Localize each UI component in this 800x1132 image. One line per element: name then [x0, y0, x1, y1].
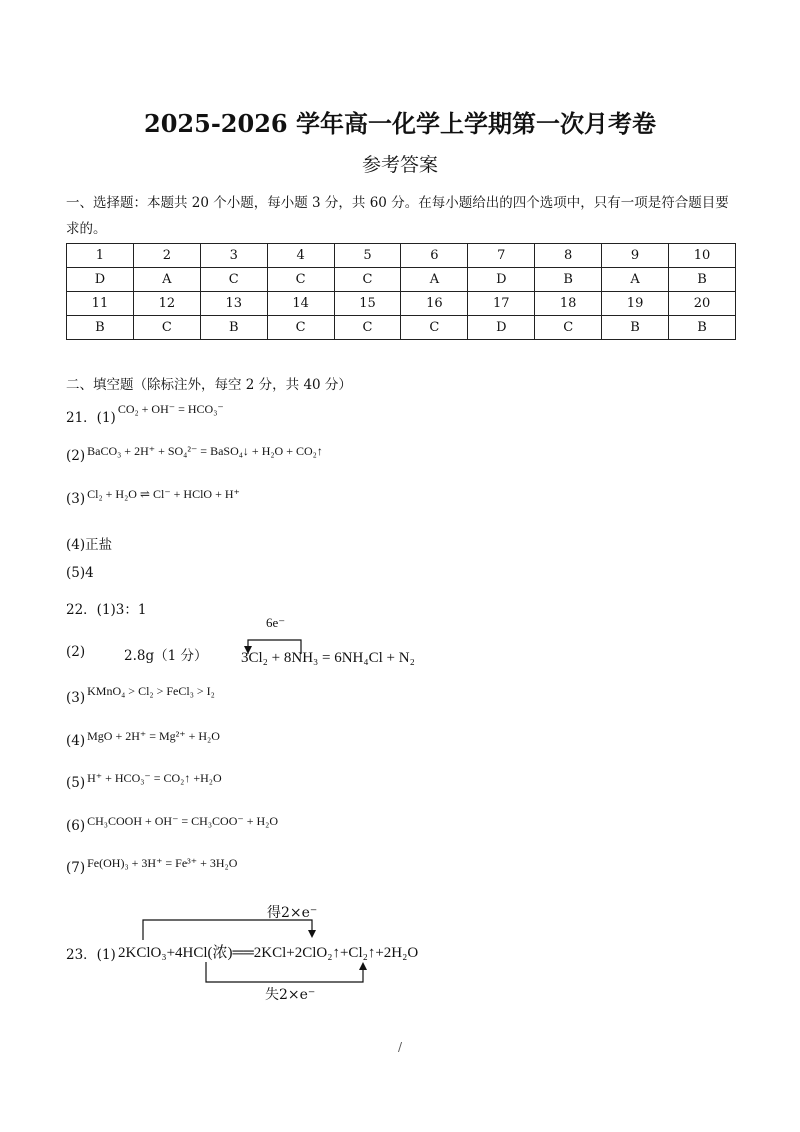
answer-table-cell: 2 — [133, 244, 200, 268]
q22-3-equation: KMnO₄ > Cl₂ > FeCl₃ > I₂ — [87, 684, 215, 698]
answer-table-cell: 7 — [468, 244, 535, 268]
answer-table-cell: 1 — [67, 244, 134, 268]
q22-7 — [66, 856, 238, 876]
answer-table-cell: C — [267, 316, 334, 340]
answer-table-row — [67, 268, 736, 292]
q21-1-equation: CO₂ + OH⁻ = HCO₃⁻ — [117, 402, 224, 416]
answer-table-cell: B — [67, 316, 134, 340]
answer-table-cell: A — [133, 268, 200, 292]
answer-table-cell: 12 — [133, 292, 200, 316]
section1-instructions: 一、选择题：本题共 20 个小题，每小题 3 分，共 60 分。在每小题给出的四个选项中，只有一项是符合题目要求的。 — [66, 195, 729, 237]
answer-table-cell: 8 — [535, 244, 602, 268]
q21-5: (5)4 — [66, 565, 94, 581]
answer-table-row — [67, 244, 736, 268]
q22-5-number: (5) — [66, 775, 86, 791]
answer-table-cell: 13 — [200, 292, 267, 316]
q23-loss-label: 失2×e⁻ — [265, 987, 316, 1003]
answer-table-cell: C — [334, 316, 401, 340]
q22-7-number: (7) — [66, 860, 86, 876]
answer-table-cell: 3 — [200, 244, 267, 268]
q21-3-equation: Cl₂ + H₂O ⇌ Cl⁻ + HClO + H⁺ — [87, 487, 240, 501]
answer-table-cell: B — [535, 268, 602, 292]
q22-6-equation: CH₃COOH + OH⁻ = CH₃COO⁻ + H₂O — [87, 814, 278, 828]
q22-2-mass: 2.8g（1 分） — [124, 648, 208, 664]
q21-2-number: (2) — [66, 448, 86, 464]
answer-table — [66, 243, 736, 340]
q22-4-equation: MgO + 2H⁺ = Mg²⁺ + H₂O — [87, 729, 220, 743]
q22-1: 22．(1)3：1 — [66, 602, 147, 618]
q23-gain-label: 得2×e⁻ — [267, 905, 318, 921]
q22-2-equation: 3Cl₂ + 8NH₃ = 6NH₄Cl + N₂ — [241, 650, 415, 666]
page-title: 2025-2026 学年高一化学上学期第一次月考卷 — [144, 109, 656, 138]
q22-2-number: (2) — [66, 644, 86, 660]
answer-table-cell: 17 — [468, 292, 535, 316]
answer-table-cell: 10 — [669, 244, 736, 268]
q22-3-number: (3) — [66, 690, 86, 706]
q23-1-number: 23．(1) — [66, 947, 116, 963]
q22-4 — [66, 729, 220, 749]
page-subtitle: 参考答案 — [361, 154, 438, 176]
answer-table-cell: 6 — [401, 244, 468, 268]
answer-table-cell: 14 — [267, 292, 334, 316]
answer-table-cell: C — [334, 268, 401, 292]
answer-table-cell: B — [669, 268, 736, 292]
q22-5 — [66, 771, 222, 791]
page-footer: / — [398, 1040, 403, 1054]
answer-table-cell: D — [468, 268, 535, 292]
q22-2-electrons: 6e⁻ — [266, 615, 286, 630]
answer-table-cell: 15 — [334, 292, 401, 316]
answer-table-cell: 5 — [334, 244, 401, 268]
answer-table-cell: 9 — [602, 244, 669, 268]
section2-header: 二、填空题（除标注外，每空 2 分，共 40 分） — [66, 377, 352, 393]
answer-table-cell: 18 — [535, 292, 602, 316]
answer-table-cell: 20 — [669, 292, 736, 316]
q21-1-number: 21．(1) — [66, 410, 116, 426]
answer-table-cell: 4 — [267, 244, 334, 268]
answer-table-cell: C — [535, 316, 602, 340]
q22-4-number: (4) — [66, 733, 86, 749]
answer-table-cell: 16 — [401, 292, 468, 316]
q21-3-number: (3) — [66, 491, 86, 507]
answer-table-cell: 19 — [602, 292, 669, 316]
answer-table-cell: B — [669, 316, 736, 340]
q21-4: (4)正盐 — [66, 537, 113, 553]
q21-1 — [66, 402, 224, 426]
q22-3 — [66, 684, 215, 706]
answer-table-cell: C — [401, 316, 468, 340]
q21-2 — [66, 444, 323, 464]
q21-3 — [66, 487, 240, 507]
answer-table-cell: B — [200, 316, 267, 340]
answer-table-cell: A — [602, 268, 669, 292]
answer-table-cell: D — [67, 268, 134, 292]
q22-5-equation: H⁺ + HCO₃⁻ = CO₂↑ +H₂O — [87, 771, 222, 785]
q21-2-equation: BaCO₃ + 2H⁺ + SO₄²⁻ = BaSO₄↓ + H₂O + CO₂↑ — [87, 444, 323, 458]
answer-table-cell: C — [267, 268, 334, 292]
answer-table-cell: D — [468, 316, 535, 340]
answer-table-cell: B — [602, 316, 669, 340]
q22-7-equation: Fe(OH)₃ + 3H⁺ = Fe³⁺ + 3H₂O — [87, 856, 238, 870]
answer-table-row — [67, 316, 736, 340]
q22-6 — [66, 814, 278, 834]
q23-1-equation: 2KClO₃+4HCl(浓)══2KCl+2ClO₂↑+Cl₂↑+2H₂O — [118, 945, 419, 961]
answer-table-row — [67, 292, 736, 316]
answer-table-cell: C — [200, 268, 267, 292]
answer-table-cell: A — [401, 268, 468, 292]
answer-table-cell: C — [133, 316, 200, 340]
answer-table-cell: 11 — [67, 292, 134, 316]
q22-6-number: (6) — [66, 818, 86, 834]
